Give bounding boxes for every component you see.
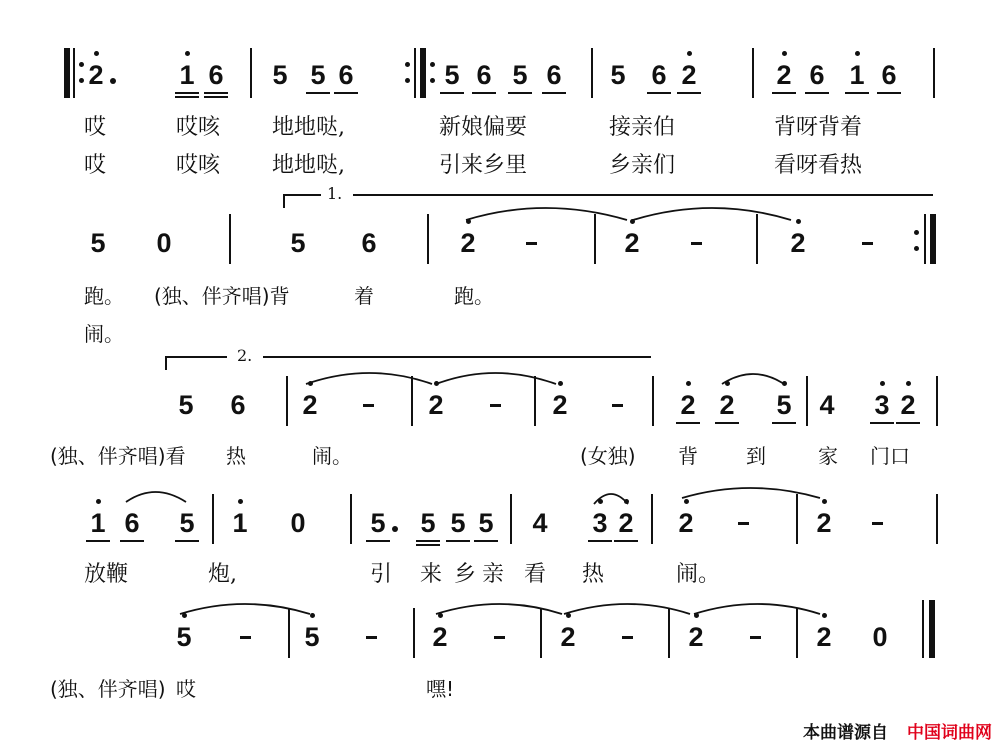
note: 5 [290,228,306,258]
note: 6 [120,508,144,538]
extension-dash [366,636,377,639]
note: 6 [472,60,496,90]
volta-label: 2. [237,346,253,365]
barline [510,494,512,544]
footer-site-link[interactable]: 中国词曲网 [907,723,992,743]
barline [414,48,416,98]
augmentation-dot [392,526,398,532]
note: 2 [812,622,836,652]
note: 2 [684,622,708,652]
extension-dash [750,636,761,639]
tie [694,604,820,614]
barline [540,608,542,658]
volta-bracket [165,356,227,358]
note: 2 [428,622,452,652]
note: 1 [175,60,199,90]
note: 6 [542,60,566,90]
barline [411,376,413,426]
note: 0 [290,508,306,538]
note: 6 [877,60,901,90]
volta-bracket [283,194,321,196]
barline [73,48,75,98]
barline [933,48,935,98]
note: 2 [620,228,644,258]
note: 0 [156,228,172,258]
note: 5 [508,60,532,90]
double-thick-bar [420,48,426,98]
barline [286,376,288,426]
note: 6 [204,60,228,90]
barline [288,608,290,658]
barline [591,48,593,98]
note: 5 [90,228,106,258]
note: 5 [366,508,390,538]
volta-bracket [353,194,933,196]
repeat-dot [914,230,919,235]
extension-dash [240,636,251,639]
tie [564,604,690,614]
extension-dash [872,522,883,525]
note: 5 [440,60,464,90]
extension-dash [622,636,633,639]
note: 2 [812,508,836,538]
tie [633,208,791,220]
note: 5 [610,60,626,90]
final-barline [922,600,924,658]
repeat-dot [405,78,410,83]
note: 5 [178,390,194,420]
barline [594,214,596,264]
note: 0 [872,622,888,652]
barline [651,494,653,544]
note: 2 [674,508,698,538]
note: 2 [786,228,810,258]
note: 2 [896,390,920,420]
tie [436,604,562,614]
volta-bracket [165,356,167,370]
note: 3 [588,508,612,538]
score-sheet: 2 1 6 5 5 6 5 6 5 6 5 6 2 2 6 1 6 哎 哎咳 地地哒, 新娘偏要 接亲伯 背呀背着 哎 哎咳 地地哒, 引来乡里 乡亲们 看呀看热 1. 5 0 5 6 2 2 2 跑。 (独、伴齐唱)背 着 跑。 闹。 2. 5 6 2 2 2 2 2 5 4 3 2 (独、伴齐唱)看 热 闹。 (女独) 背 到 家 门口 1 6 5 1 0 5 5 5 5 4 3 2 2 2 放鞭 炮, 引 来 乡 亲 看 热 闹。 5 5 2 2 2 2 0 (独、伴齐唱) 哎 嘿! 本曲谱源自 中国词曲网 [0,0,1000,745]
barline [796,608,798,658]
note: 6 [361,228,377,258]
barline [229,214,231,264]
note: 5 [416,508,440,538]
repeat-start-thick-bar [64,48,70,98]
barline [212,494,214,544]
barline [936,376,938,426]
volta-label: 1. [327,184,343,203]
note: 2 [548,390,572,420]
note: 2 [556,622,580,652]
note: 2 [298,390,322,420]
note: 6 [230,390,246,420]
barline [796,494,798,544]
slur [722,374,784,384]
barline [250,48,252,98]
repeat-end-thick-bar [930,214,936,264]
note: 2 [676,390,700,420]
barline [652,376,654,426]
barline [534,376,536,426]
tie [436,373,556,384]
barline [756,214,758,264]
note: 5 [474,508,498,538]
barline [936,494,938,544]
note: 2 [614,508,638,538]
note: 1 [86,508,110,538]
barline [427,214,429,264]
repeat-dot [430,78,435,83]
note: 1 [228,508,252,538]
repeat-dot [405,62,410,67]
tie [682,488,820,498]
note: 6 [805,60,829,90]
extension-dash [612,404,623,407]
note: 2 [456,228,480,258]
note: 5 [272,60,288,90]
note: 5 [300,622,324,652]
note: 5 [306,60,330,90]
note: 3 [870,390,894,420]
barline [413,608,415,658]
volta-bracket [283,194,285,208]
note: 2 [715,390,739,420]
note: 6 [334,60,358,90]
extension-dash [862,242,873,245]
note: 2 [772,60,796,90]
tie [180,604,310,614]
tie [306,373,432,384]
note: 4 [532,508,548,538]
note: 5 [446,508,470,538]
note: 2 [84,60,108,90]
extension-dash [691,242,702,245]
barline [752,48,754,98]
extension-dash [738,522,749,525]
lyric-line-2: 闹。 [84,322,124,346]
footer-source: 本曲谱源自 [803,723,888,743]
repeat-dot [430,62,435,67]
barline [350,494,352,544]
volta-bracket [263,356,651,358]
barline [668,608,670,658]
augmentation-dot [110,78,116,84]
note: 2 [424,390,448,420]
note: 6 [647,60,671,90]
note: 2 [677,60,701,90]
note: 5 [172,622,196,652]
extension-dash [490,404,501,407]
note: 1 [845,60,869,90]
slur [126,492,186,502]
repeat-dot [914,246,919,251]
barline [806,376,808,426]
note: 4 [819,390,835,420]
note: 5 [772,390,796,420]
note: 5 [175,508,199,538]
tie [466,208,627,220]
extension-dash [363,404,374,407]
final-thick-bar [929,600,935,658]
extension-dash [526,242,537,245]
extension-dash [494,636,505,639]
barline [924,214,926,264]
